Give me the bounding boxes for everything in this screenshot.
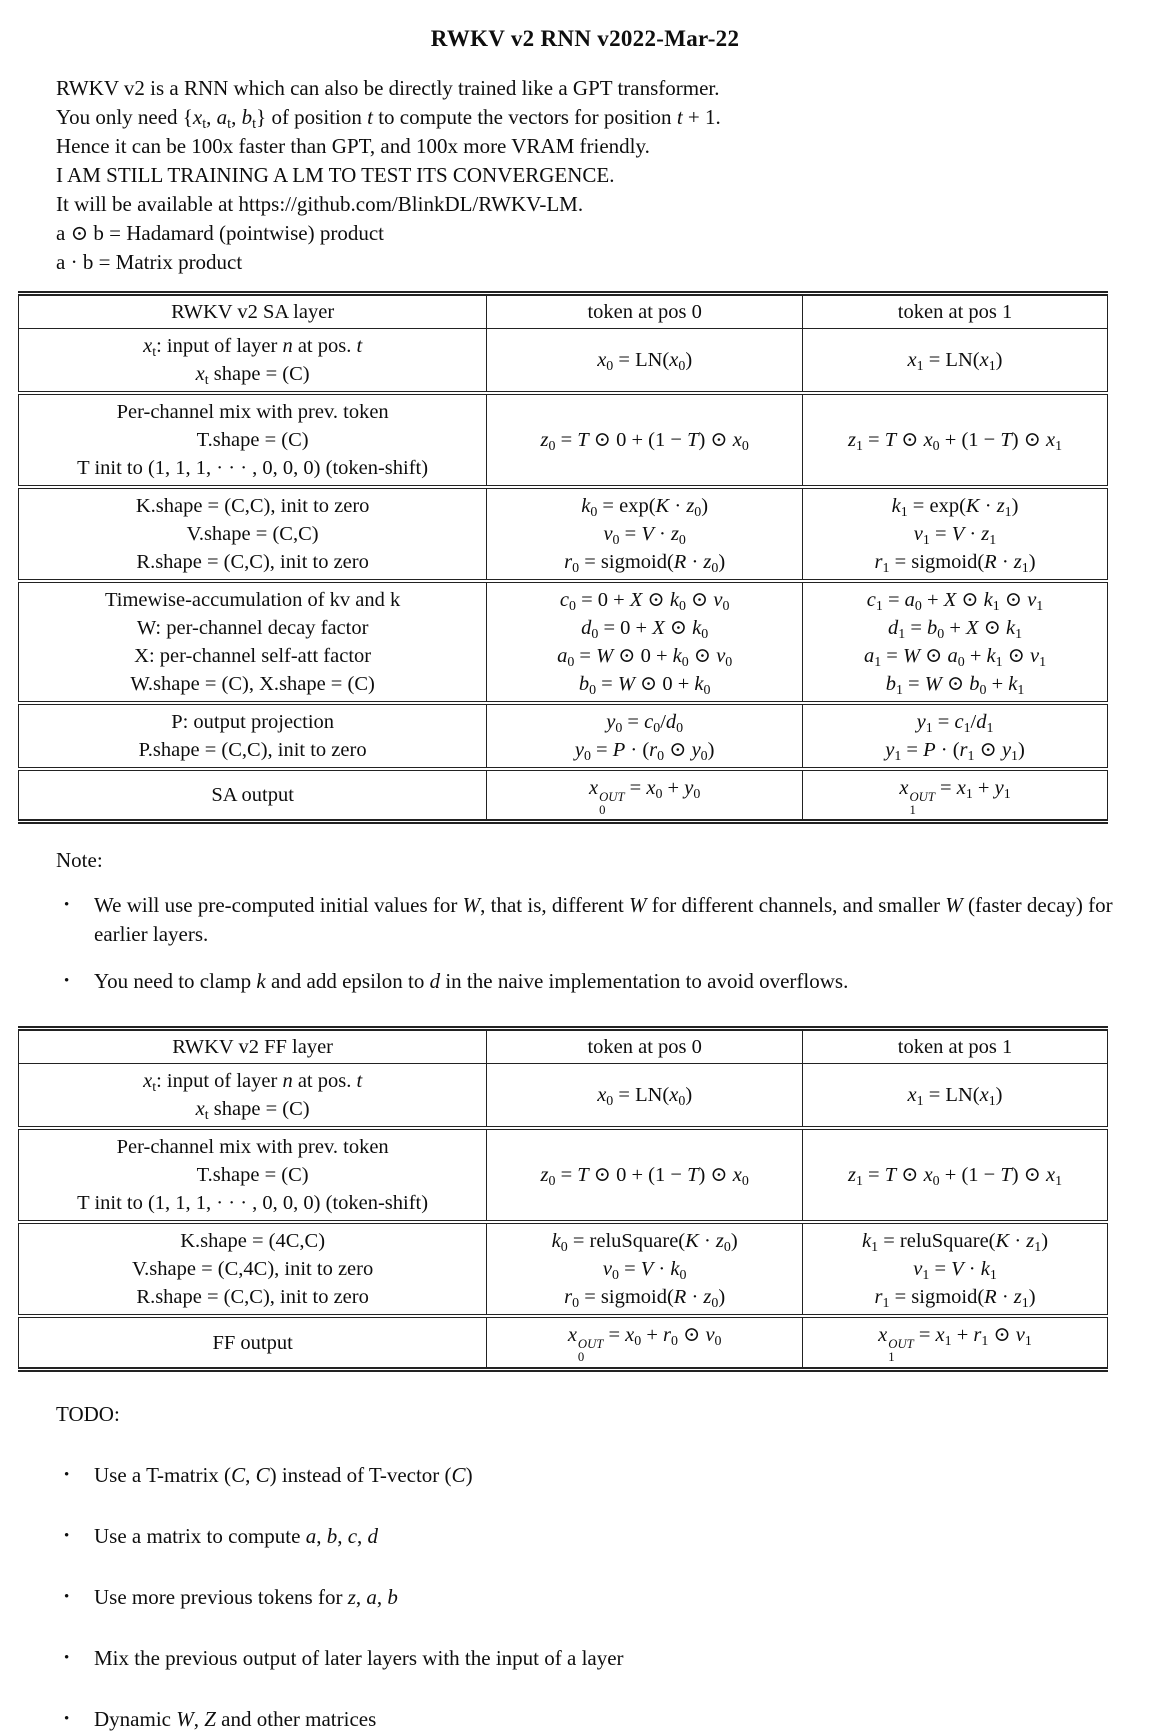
todo-bullet — [56, 1522, 1170, 1551]
sa-output-pos1: x OUT 1 = $x_1 + y_1$ — [803, 769, 1108, 822]
ff-kvr-pos0: $k_0$ = reluSquare(K · $z_0$) $v_0 = V \cdot k_0$ $r_0$ = sigmoid(R · $z_0$) — [487, 1222, 803, 1316]
ff-header-row — [19, 1029, 1108, 1064]
ff-kvr-label: K.shape = (4C,C) V.shape = (C,4C), init to zero R.shape = (C,C), init to zero — [19, 1222, 487, 1316]
sa-kvr-pos1: $k_1 = \exp(K \cdot z_1)$ $v_1 = V \cdot z_1$ $r_1$ = sigmoid(R · $z_1$) — [803, 487, 1108, 581]
sa-layer-table — [18, 291, 1108, 824]
table-row-sa-output — [19, 769, 1108, 822]
sa-accum-pos1: $c_1 = a_0 + X$ ⊙ $k_1$ ⊙ $v_1$ $d_1 = b_0 + X$ ⊙ $k_1$ $a_1 = W$ ⊙ $a_0 + k_1$ ⊙ $v_1$ $b_1 = W$ ⊙ $b_0 + k_1$ — [803, 581, 1108, 703]
todo-heading: TODO: — [56, 1401, 120, 1426]
sa-header-row — [19, 294, 1108, 329]
todo-bullet-text: Mix the previous output of later layers with the input of a layer — [94, 1645, 624, 1670]
sa-accum-pos0: $c_0 = 0 + X$ ⊙ $k_0$ ⊙ $v_0$ $d_0 = 0 + X$ ⊙ $k_0$ $a_0 = W$ ⊙ $0 + k_0$ ⊙ $v_0$ $b_0 = W$ ⊙ $0 + k_0$ — [487, 581, 803, 703]
todo-section — [56, 1400, 1170, 1734]
sa-header-pos1: token at pos 1 — [803, 294, 1108, 329]
sa-kvr-pos0: $k_0 = \exp(K \cdot z_0)$ $v_0 = V \cdot z_0$ $r_0$ = sigmoid(R · $z_0$) — [487, 487, 803, 581]
sa-header-pos0: token at pos 0 — [487, 294, 803, 329]
bullet-marker: • — [64, 1527, 70, 1544]
table-row-token-shift — [19, 1128, 1108, 1222]
bullet-marker: • — [64, 973, 70, 990]
table-row-ff-output — [19, 1316, 1108, 1369]
bullet-marker: • — [64, 1649, 70, 1666]
todo-bullet-text: Use more previous tokens for z, a, b — [94, 1584, 398, 1609]
ff-input-pos0: $x_0 = LN(x_0)$ — [487, 1064, 803, 1129]
note-heading: Note: — [56, 848, 103, 873]
intro-line: I AM STILL TRAINING A LM TO TEST ITS CONVERGENCE. — [56, 163, 615, 187]
sa-proj-pos1: $y_1 = c_1/d_1$ $y_1 = P \cdot (r_1$ ⊙ $y_1$) — [803, 703, 1108, 769]
todo-bullet-text: Use a T-matrix (C, C) instead of T-vector (C) — [94, 1462, 473, 1487]
ff-header-pos1: token at pos 1 — [803, 1029, 1108, 1064]
ff-output-label: FF output — [19, 1316, 487, 1369]
sa-kvr-label: K.shape = (C,C), init to zero V.shape = (C,C) R.shape = (C,C), init to zero — [19, 487, 487, 581]
todo-bullet — [56, 1583, 1170, 1612]
bullet-marker: • — [64, 1466, 70, 1483]
bullet-marker: • — [64, 1588, 70, 1605]
sa-input-label: $x_t$: input of layer n at pos. t $x_t$ shape = (C) — [143, 335, 363, 388]
note-bullet-text: We will use pre-computed initial values for W, that is, different W for different channels, and smaller W (faster decay) for earlier layers. — [94, 893, 1113, 947]
ff-output-pos0: x OUT 0 = $x_0 + r_0$ ⊙ $v_0$ — [487, 1316, 803, 1369]
intro-line-hadamard: a ⊙ b = Hadamard (pointwise) product — [56, 221, 385, 245]
table-row-accumulation — [19, 581, 1108, 703]
sa-proj-pos0: $y_0 = c_0/d_0$ $y_0 = P \cdot (r_0$ ⊙ $y_0$) — [487, 703, 803, 769]
intro-line: You only need {$x_t$, $a_t$, $b_t$} of position t to compute the vectors for position t + 1. — [56, 105, 721, 132]
intro-line: RWKV v2 is a RNN which can also be directly trained like a GPT transformer. — [56, 76, 720, 100]
bullet-marker: • — [64, 1710, 70, 1727]
sa-output-pos0: x OUT 0 = $x_0 + y_0$ — [487, 769, 803, 822]
sa-tokenshift-label: Per-channel mix with prev. token T.shape = (C) T init to (1, 1, 1, · · · , 0, 0, 0) (token-shift) — [19, 393, 487, 487]
table-row-input — [19, 329, 1108, 394]
ff-tokenshift-label: Per-channel mix with prev. token T.shape = (C) T init to (1, 1, 1, · · · , 0, 0, 0) (token-shift) — [19, 1128, 487, 1222]
ff-header-pos0: token at pos 0 — [487, 1029, 803, 1064]
intro-line-matrix: a · b = Matrix product — [56, 250, 243, 274]
sa-tokenshift-pos1: $z_1 = T$ ⊙ $x_0 + (1 - T)$ ⊙ $x_1$ — [803, 393, 1108, 487]
table-row-input — [19, 1064, 1108, 1129]
ff-layer-table — [18, 1026, 1108, 1371]
table-row-projection — [19, 703, 1108, 769]
table-row-kvr — [19, 487, 1108, 581]
ff-header-layer: RWKV v2 FF layer — [19, 1029, 487, 1064]
todo-bullet-text: Dynamic W, Z and other matrices — [94, 1706, 377, 1731]
intro-line-url: It will be available at https://github.com/BlinkDL/RWKV-LM. — [56, 192, 584, 216]
ff-output-pos1: x OUT 1 = $x_1 + r_1$ ⊙ $v_1$ — [803, 1316, 1108, 1369]
sa-tokenshift-pos0: $z_0 = T$ ⊙ 0 + (1 − T) ⊙ $x_0$ — [487, 393, 803, 487]
todo-bullet — [56, 1705, 1170, 1734]
table-row-kvr — [19, 1222, 1108, 1316]
sa-input-pos0: $x_0 = LN(x_0)$ — [487, 329, 803, 394]
note-section — [56, 846, 1170, 996]
note-bullet — [56, 891, 1170, 949]
sa-header-layer: RWKV v2 SA layer — [19, 294, 487, 329]
table-row-token-shift — [19, 393, 1108, 487]
sa-input-pos1: $x_1 = LN(x_1)$ — [803, 329, 1108, 394]
todo-bullet — [56, 1461, 1170, 1490]
ff-input-pos1: $x_1 = LN(x_1)$ — [803, 1064, 1108, 1129]
note-bullet-text: You need to clamp k and add epsilon to d in the naive implementation to avoid overflows. — [94, 969, 849, 994]
ff-input-label: $x_t$: input of layer n at pos. t $x_t$ shape = (C) — [143, 1070, 363, 1124]
ff-tokenshift-pos0: $z_0 = T$ ⊙ 0 + (1 − T) ⊙ $x_0$ — [487, 1128, 803, 1222]
sa-proj-label: P: output projection P.shape = (C,C), init to zero — [19, 703, 487, 769]
ff-tokenshift-pos1: $z_1 = T$ ⊙ $x_0 + (1 - T)$ ⊙ $x_1$ — [803, 1128, 1108, 1222]
sa-accum-label: Timewise-accumulation of kv and k W: per-channel decay factor X: per-channel self-att factor W.shape = (C), X.shape = (C) — [19, 581, 487, 703]
ff-kvr-pos1: $k_1$ = reluSquare(K · $z_1$) $v_1 = V \cdot k_1$ $r_1$ = sigmoid(R · $z_1$) — [803, 1222, 1108, 1316]
sa-output-label: SA output — [19, 769, 487, 822]
todo-bullet — [56, 1644, 1170, 1673]
note-bullet — [56, 967, 1170, 996]
intro-line: Hence it can be 100x faster than GPT, and 100x more VRAM friendly. — [56, 134, 650, 158]
intro-paragraph — [56, 74, 1170, 277]
todo-bullet-text: Use a matrix to compute a, b, c, d — [94, 1523, 379, 1548]
bullet-marker: • — [64, 897, 70, 914]
page-title: RWKV v2 RNN v2022-Mar-22 — [430, 26, 740, 51]
